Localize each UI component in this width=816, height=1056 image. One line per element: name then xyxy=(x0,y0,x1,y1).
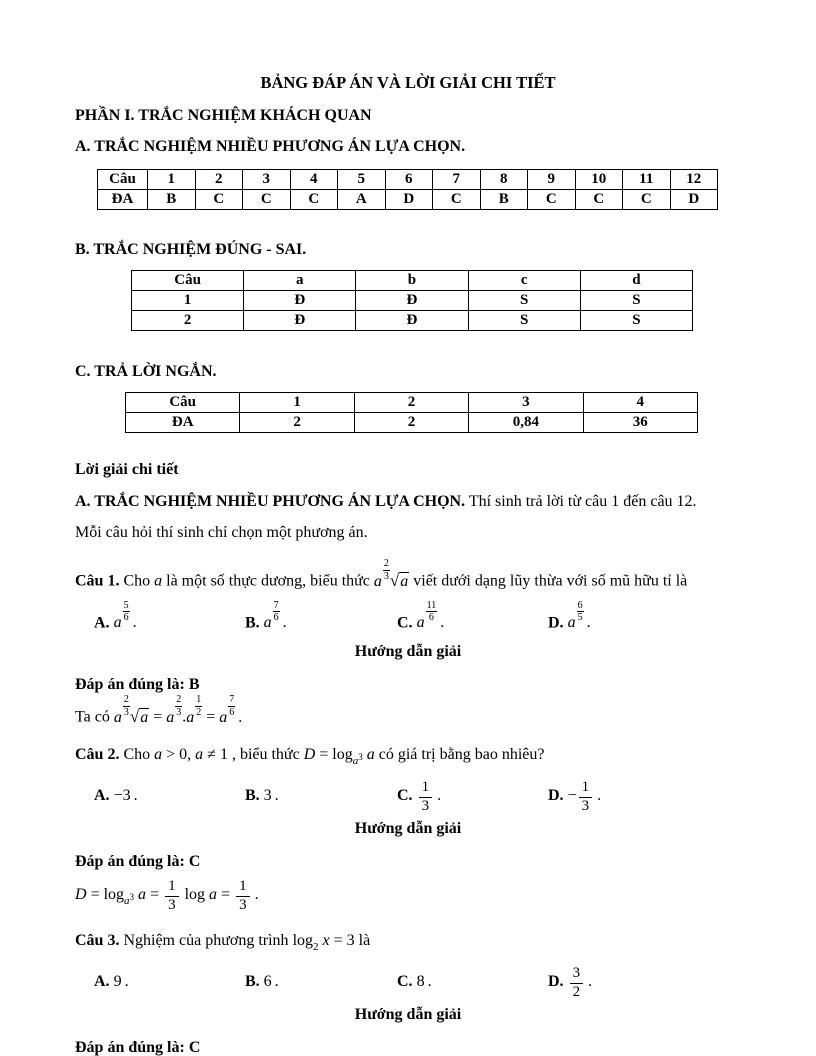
option-letter: C. xyxy=(397,786,413,804)
table-cell: 11 xyxy=(623,170,671,190)
option-letter: B. xyxy=(245,614,260,631)
option-d xyxy=(548,600,591,641)
table-cell: Câu xyxy=(132,271,244,291)
table-cell: 2 xyxy=(354,413,468,433)
math-variable: a xyxy=(138,885,147,903)
option-letter: A. xyxy=(94,786,110,804)
fraction-numerator: 7 xyxy=(229,694,235,705)
option-d xyxy=(548,961,592,1003)
table-row xyxy=(132,271,693,291)
minus-sign: − xyxy=(567,786,577,804)
table-cell: A xyxy=(338,190,386,210)
table-cell: C xyxy=(243,190,291,210)
table-cell: Đ xyxy=(244,311,356,331)
solutions-intro-line2: Mỗi câu hỏi thí sinh chỉ chọn một phương án. xyxy=(75,524,368,541)
equals-sign: = xyxy=(221,885,231,903)
option-c xyxy=(397,961,548,1003)
option-a xyxy=(94,961,245,1003)
option-letter: B. xyxy=(245,972,260,990)
table-cell: 1 xyxy=(148,170,196,190)
table-cell: 2 xyxy=(132,311,244,331)
math-power xyxy=(416,599,438,631)
fraction-numerator: 2 xyxy=(383,558,389,569)
radicand: a xyxy=(400,572,409,590)
table-cell: C xyxy=(623,190,671,210)
fraction-denominator: 6 xyxy=(123,612,129,623)
math-variable: a xyxy=(154,572,163,590)
table-cell: D xyxy=(385,190,433,210)
period: . xyxy=(254,885,259,903)
math-power xyxy=(166,694,182,726)
fraction-denominator: 6 xyxy=(273,612,279,623)
table-cell: C xyxy=(575,190,623,210)
table-cell: 4 xyxy=(583,393,697,413)
table-cell: Đ xyxy=(356,291,468,311)
math-variable: a xyxy=(166,708,175,726)
table-cell: C xyxy=(433,190,481,210)
log-text: log xyxy=(332,745,353,763)
option-c xyxy=(397,600,548,641)
stem-text: viết dưới dạng lũy thừa với số mũ hữu tỉ là xyxy=(413,572,688,590)
option-letter: A. xyxy=(94,614,110,631)
table-cell: 8 xyxy=(480,170,528,190)
question-3-stem xyxy=(75,927,741,961)
math-text: ≠ 1 xyxy=(207,745,228,763)
option-value: 9 xyxy=(113,972,122,990)
solutions-intro-rest: Thí sinh trả lời từ câu 1 đến câu 12. xyxy=(468,493,697,510)
table-row xyxy=(132,291,693,311)
sectionB-heading: B. TRẮC NGHIỆM ĐÚNG - SAI. xyxy=(75,241,307,258)
option-letter: A. xyxy=(94,972,110,990)
math-fraction xyxy=(165,878,179,914)
table-cell: ĐA xyxy=(98,190,148,210)
option-d xyxy=(548,775,601,817)
fraction-numerator: 1 xyxy=(419,779,433,797)
question-3-label: Câu 3. xyxy=(75,931,120,949)
table-row xyxy=(132,311,693,331)
fraction-exponent xyxy=(426,600,438,624)
period: . xyxy=(588,972,593,990)
table-cell: S xyxy=(580,291,692,311)
table-cell: c xyxy=(468,271,580,291)
fraction-denominator: 3 xyxy=(383,570,389,582)
solution-text: Ta có xyxy=(75,708,110,726)
math-variable: a xyxy=(209,885,218,903)
log-text: log xyxy=(103,885,125,903)
question-2-stem xyxy=(75,741,741,775)
math-variable: a xyxy=(124,894,130,907)
table-cell: B xyxy=(480,190,528,210)
radical-sign: √ xyxy=(389,570,400,590)
period: . xyxy=(282,614,287,631)
log-operator xyxy=(292,931,319,953)
fraction-numerator: 1 xyxy=(196,694,202,705)
math-power xyxy=(373,558,390,590)
period: . xyxy=(440,614,445,631)
math-variable: a xyxy=(195,745,204,763)
sectionC-heading: C. TRẢ LỜI NGẮN. xyxy=(75,363,217,380)
sectionA-heading: A. TRẮC NGHIỆM NHIỀU PHƯƠNG ÁN LỰA CHỌN. xyxy=(75,138,466,155)
log-text: log xyxy=(184,885,206,903)
question-2-answer: Đáp án đúng là: C xyxy=(75,852,201,870)
table-cell: 2 xyxy=(195,170,243,190)
table-row xyxy=(98,170,718,190)
solutions-intro-bold: A. TRẮC NGHIỆM NHIỀU PHƯƠNG ÁN LỰA CHỌN. xyxy=(75,493,466,510)
math-variable: a xyxy=(219,708,228,726)
math-variable: D xyxy=(75,885,87,903)
option-c xyxy=(397,775,548,817)
fraction-denominator: 3 xyxy=(176,706,182,718)
table-cell: S xyxy=(468,291,580,311)
period: . xyxy=(132,614,137,631)
math-text: = 3 xyxy=(333,931,355,949)
short-answer-table xyxy=(125,392,698,433)
radical-sign: √ xyxy=(129,706,140,726)
fraction-numerator: 3 xyxy=(570,965,584,983)
table-cell: S xyxy=(468,311,580,331)
option-a xyxy=(94,775,245,817)
table-cell: 3 xyxy=(469,393,583,413)
table-cell: 7 xyxy=(433,170,481,190)
table-cell: 1 xyxy=(240,393,354,413)
option-letter: D. xyxy=(548,614,564,631)
stem-text: là xyxy=(358,931,371,949)
fraction-exponent xyxy=(228,694,235,718)
question-1-solution xyxy=(75,694,741,739)
period: . xyxy=(597,786,602,804)
log-text: log xyxy=(292,931,314,949)
fraction-exponent xyxy=(195,694,202,718)
equals-sign: = xyxy=(90,885,100,903)
table-cell: S xyxy=(580,311,692,331)
math-variable: a xyxy=(352,754,359,767)
table-cell: 2 xyxy=(354,393,468,413)
table-cell: 12 xyxy=(670,170,718,190)
multiplication-dot: . xyxy=(182,708,187,726)
option-letter: B. xyxy=(245,786,260,804)
math-variable: a xyxy=(416,614,425,631)
option-b xyxy=(245,775,397,817)
math-power xyxy=(263,599,280,631)
table-cell: Đ xyxy=(244,291,356,311)
math-power xyxy=(567,599,584,631)
option-value: 6 xyxy=(263,972,272,990)
question-2-options xyxy=(94,775,741,817)
math-variable: a xyxy=(263,614,272,631)
option-letter: C. xyxy=(397,972,413,990)
table-row xyxy=(126,393,698,413)
solution-guide-label: Hướng dẫn giải xyxy=(354,643,462,660)
table-cell: a xyxy=(244,271,356,291)
fraction-denominator: 3 xyxy=(168,896,176,913)
table-cell: Đ xyxy=(356,311,468,331)
period: . xyxy=(238,708,243,726)
fraction-denominator: 6 xyxy=(229,706,235,718)
question-1-stem xyxy=(75,558,741,600)
fraction-exponent xyxy=(577,600,584,624)
question-2-solution xyxy=(75,871,741,925)
table-cell: 10 xyxy=(575,170,623,190)
question-3-options xyxy=(94,961,741,1003)
table-cell: 0,84 xyxy=(469,413,583,433)
fraction-denominator: 5 xyxy=(577,612,583,623)
fraction-exponent xyxy=(123,694,130,718)
table-cell: b xyxy=(356,271,468,291)
table-cell: Câu xyxy=(126,393,240,413)
log-operator xyxy=(103,885,135,907)
equals-sign: = xyxy=(206,708,216,726)
table-cell: C xyxy=(528,190,576,210)
math-power xyxy=(113,599,130,631)
equals-sign: = xyxy=(150,885,160,903)
table-cell: 5 xyxy=(338,170,386,190)
fraction-numerator: 11 xyxy=(426,599,437,611)
fraction-numerator: 6 xyxy=(577,599,583,611)
math-variable: a xyxy=(154,745,163,763)
option-a xyxy=(94,600,245,641)
square-root xyxy=(129,706,149,726)
table-cell: 3 xyxy=(243,170,291,190)
fraction-numerator: 2 xyxy=(123,694,129,705)
option-letter: D. xyxy=(548,786,564,804)
square-root xyxy=(389,570,409,590)
table-row xyxy=(126,413,698,433)
option-value: −3 xyxy=(113,786,131,804)
fraction-denominator: 2 xyxy=(196,706,202,718)
fraction-denominator: 6 xyxy=(428,612,434,623)
option-letter: D. xyxy=(548,972,564,990)
table-cell: ĐA xyxy=(126,413,240,433)
math-variable: a xyxy=(186,708,195,726)
question-1-answer: Đáp án đúng là: B xyxy=(75,676,200,693)
solution-guide-label: Hướng dẫn giải xyxy=(354,819,462,837)
fraction-denominator: 3 xyxy=(123,706,129,718)
stem-text: là một số thực dương, biểu thức xyxy=(166,572,370,590)
option-letter: C. xyxy=(397,614,413,631)
period: . xyxy=(437,786,442,804)
table-cell: 36 xyxy=(583,413,697,433)
math-power xyxy=(219,694,235,726)
period: . xyxy=(427,972,432,990)
table-cell: D xyxy=(670,190,718,210)
page-title: BẢNG ĐÁP ÁN VÀ LỜI GIẢI CHI TIẾT xyxy=(260,73,556,92)
question-1-options xyxy=(94,600,741,641)
fraction-numerator: 5 xyxy=(123,599,129,611)
log-operator xyxy=(185,886,205,903)
table-cell: 2 xyxy=(240,413,354,433)
fraction-exponent xyxy=(273,600,280,624)
fraction-numerator: 7 xyxy=(273,599,279,611)
option-b xyxy=(245,961,397,1003)
subscript-exponent: 3 xyxy=(358,751,363,762)
table-cell: 6 xyxy=(385,170,433,190)
table-row xyxy=(98,190,718,210)
equals-sign: = xyxy=(153,708,163,726)
log-subscript: 2 xyxy=(313,940,319,953)
math-fraction xyxy=(579,779,593,815)
math-power xyxy=(186,694,202,726)
log-subscript xyxy=(352,751,363,767)
period: . xyxy=(586,614,591,631)
fraction-numerator: 2 xyxy=(176,694,182,705)
question-2-label: Câu 2. xyxy=(75,745,120,763)
question-1-label: Câu 1. xyxy=(75,572,120,590)
fraction-denominator: 3 xyxy=(581,797,590,814)
period: . xyxy=(274,972,279,990)
period: . xyxy=(274,786,279,804)
fraction-numerator: 1 xyxy=(236,878,250,896)
log-operator xyxy=(332,745,363,767)
true-false-answer-table xyxy=(131,270,693,331)
fraction-denominator: 3 xyxy=(239,896,247,913)
option-b xyxy=(245,600,397,641)
solutions-heading: Lời giải chi tiết xyxy=(75,461,179,478)
option-value: 8 xyxy=(416,972,425,990)
fraction-numerator: 1 xyxy=(165,878,179,896)
math-variable: x xyxy=(322,931,330,949)
table-cell: C xyxy=(195,190,243,210)
math-variable: a xyxy=(113,614,122,631)
math-text: > 0, xyxy=(166,745,192,763)
table-cell: Câu xyxy=(98,170,148,190)
table-cell: C xyxy=(290,190,338,210)
math-fraction xyxy=(419,779,433,815)
subscript-exponent: 3 xyxy=(129,891,135,902)
option-value: 3 xyxy=(263,786,272,804)
table-cell: 4 xyxy=(290,170,338,190)
period: . xyxy=(133,786,138,804)
math-fraction xyxy=(236,878,250,914)
table-cell: 1 xyxy=(132,291,244,311)
math-variable: a xyxy=(366,745,375,763)
table-cell: B xyxy=(148,190,196,210)
multiple-choice-answer-table xyxy=(97,169,718,210)
equals-sign: = xyxy=(319,745,329,763)
fraction-denominator: 3 xyxy=(421,797,430,814)
math-variable: a xyxy=(373,572,382,590)
period: . xyxy=(124,972,129,990)
radicand: a xyxy=(140,708,149,726)
question-3-answer: Đáp án đúng là: C xyxy=(75,1038,201,1056)
fraction-exponent xyxy=(123,600,130,624)
math-fraction xyxy=(570,965,584,1001)
math-variable: a xyxy=(567,614,576,631)
solution-guide-label: Hướng dẫn giải xyxy=(354,1005,462,1023)
table-cell: d xyxy=(580,271,692,291)
stem-text: Nghiệm của phương trình xyxy=(123,931,289,949)
solutions-intro-line1 xyxy=(75,493,741,511)
fraction-numerator: 1 xyxy=(579,779,593,797)
math-power xyxy=(113,694,130,726)
stem-text: Cho xyxy=(123,572,151,590)
fraction-exponent xyxy=(383,558,390,582)
math-variable: a xyxy=(113,708,122,726)
part1-heading: PHẦN I. TRẮC NGHIỆM KHÁCH QUAN xyxy=(75,107,372,124)
stem-text: có giá trị bằng bao nhiêu? xyxy=(378,745,545,763)
table-cell: 9 xyxy=(528,170,576,190)
stem-text: , biểu thức xyxy=(231,745,300,763)
fraction-denominator: 2 xyxy=(572,983,581,1000)
log-subscript xyxy=(124,891,135,907)
math-variable: D xyxy=(303,745,316,763)
stem-text: Cho xyxy=(123,745,151,763)
